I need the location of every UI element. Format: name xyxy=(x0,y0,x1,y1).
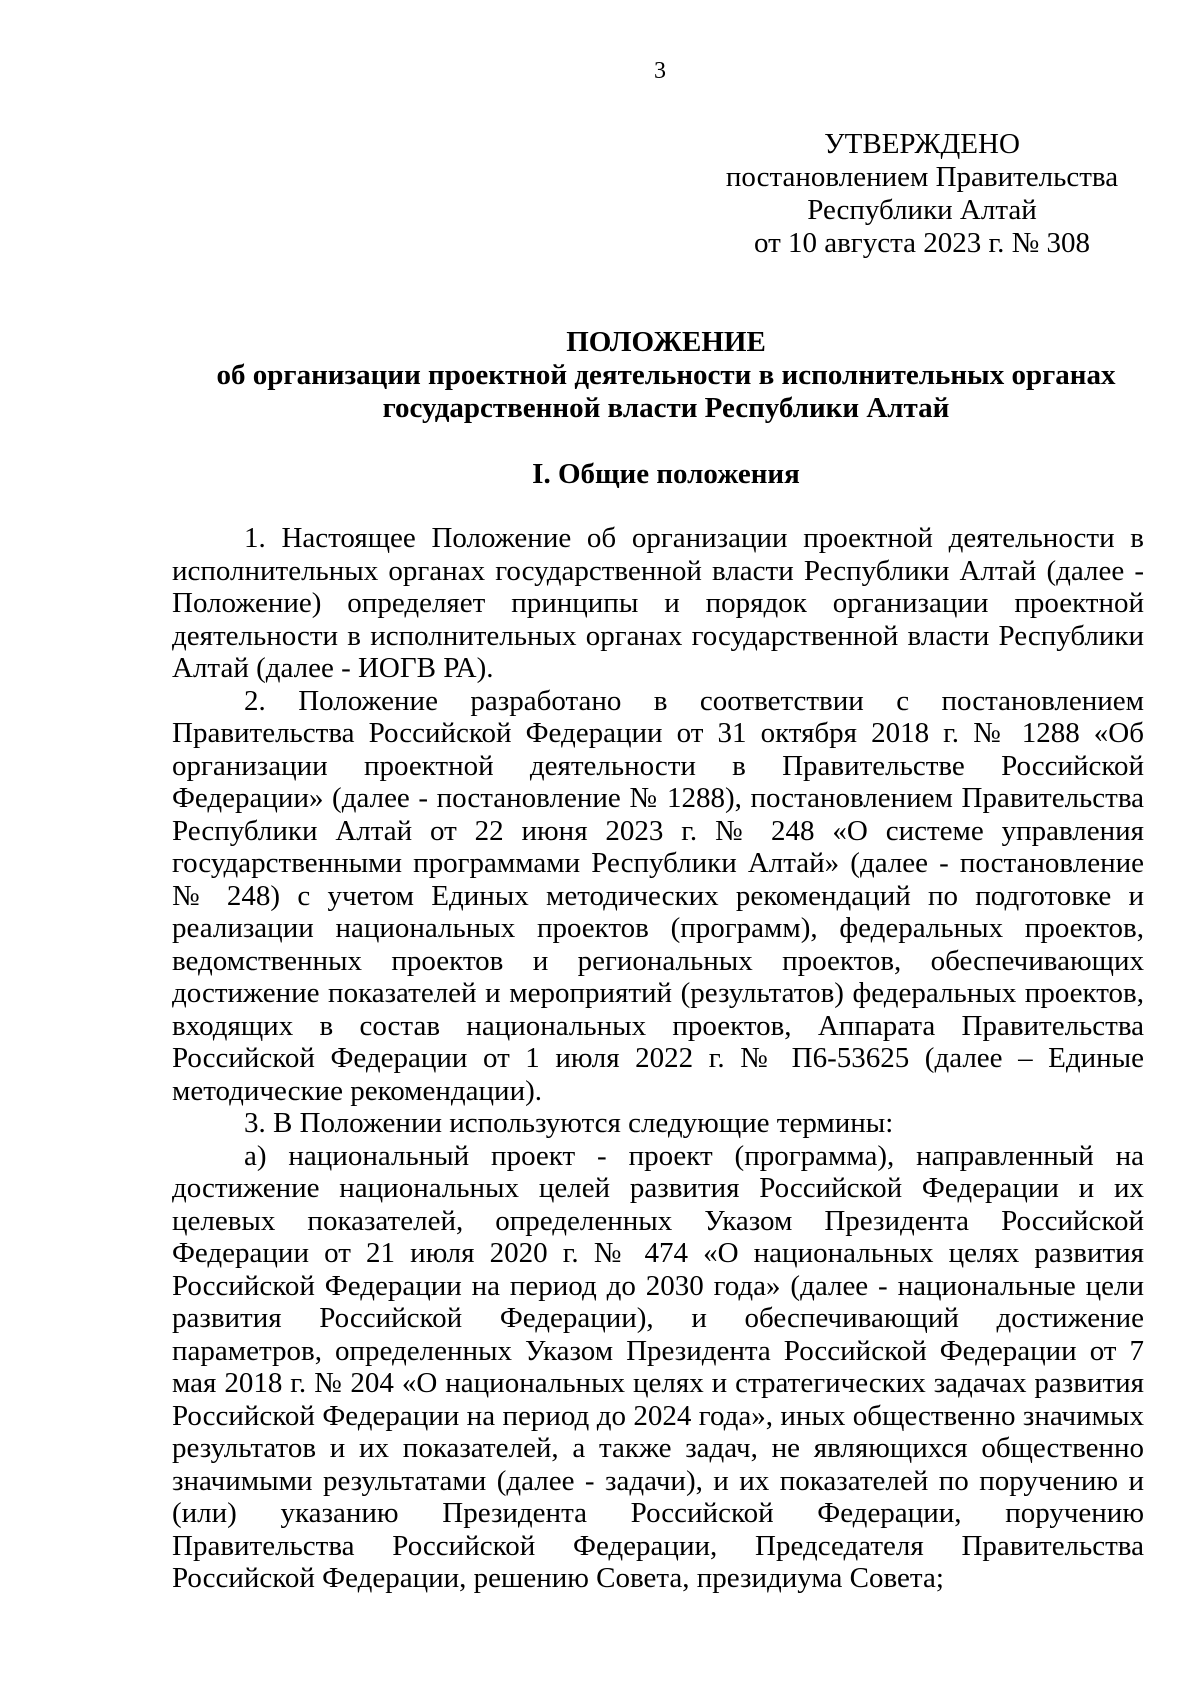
title-heading: ПОЛОЖЕНИЕ xyxy=(566,326,766,358)
approval-line: постановлением Правительства xyxy=(725,161,1119,193)
paragraph-3: 3. В Положении используются следующие термины: xyxy=(244,1107,894,1139)
paragraph-2: 2. Положение разработано в соответствии с постановлением Правительства Российской Федерации от 31 октября 2018 г. № 1288 «Об организации проектной деятельности в Правительстве Российской Федерации» (далее - постановление № 1288), постановлением Правительства Республики Алтай от 22 июня 2023 г. № 248 «О системе управления государственными программами Республики Алтай» (далее - постановление № 248) с учетом Единых методических рекомендаций по подготовке и реализации национальных проектов (программ), федеральных проектов, ведомственных проектов и региональных проектов, обеспечивающих достижение показателей и мероприятий (результатов) федеральных проектов, входящих в состав национальных проектов, Аппарата Правительства Российской Федерации от 1 июля 2022 г. № П6-53625 (далее – Единые методические рекомендации). xyxy=(172,684,1144,1107)
approval-line: Республики Алтай xyxy=(807,194,1037,226)
title-subtitle-line: государственной власти Республики Алтай xyxy=(382,392,950,424)
title-subtitle-line: об организации проектной деятельности в исполнительных органах xyxy=(216,359,1116,391)
paragraph-1: 1. Настоящее Положение об организации проектной деятельности в исполнительных органах государственной власти Республики Алтай (далее - Положение) определяет принципы и порядок организации проектной деятельности в исполнительных органах государственной власти Республики Алтай (далее - ИОГВ РА). xyxy=(172,522,1144,684)
approval-stamp-block xyxy=(722,128,1122,260)
document-title xyxy=(160,326,1172,425)
document-body xyxy=(172,522,1144,1595)
approval-date-number: от 10 августа 2023 г. № 308 xyxy=(753,227,1091,259)
paragraph-3a: а) национальный проект - проект (программа), направленный на достижение национальных целей развития Российской Федерации и их целевых показателей, определенных Указом Президента Российской Федерации от 21 июля 2020 г. № 474 «О национальных целях развития Российской Федерации на период до 2030 года» (далее - национальные цели развития Российской Федерации), и обеспечивающий достижение параметров, определенных Указом Президента Российской Федерации от 7 мая 2018 г. № 204 «О национальных целях и стратегических задачах развития Российской Федерации на период до 2024 года», иных общественно значимых результатов и их показателей, а также задач, не являющихся общественно значимыми результатами (далее - задачи), и их показателей по поручению и (или) указанию Президента Российской Федерации, поручению Правительства Российской Федерации, Председателя Правительства Российской Федерации, решению Совета, президиума Совета; xyxy=(172,1139,1144,1594)
section-heading: I. Общие положения xyxy=(532,458,800,490)
approval-heading: УТВЕРЖДЕНО xyxy=(824,128,1020,160)
page-number: 3 xyxy=(654,58,666,84)
